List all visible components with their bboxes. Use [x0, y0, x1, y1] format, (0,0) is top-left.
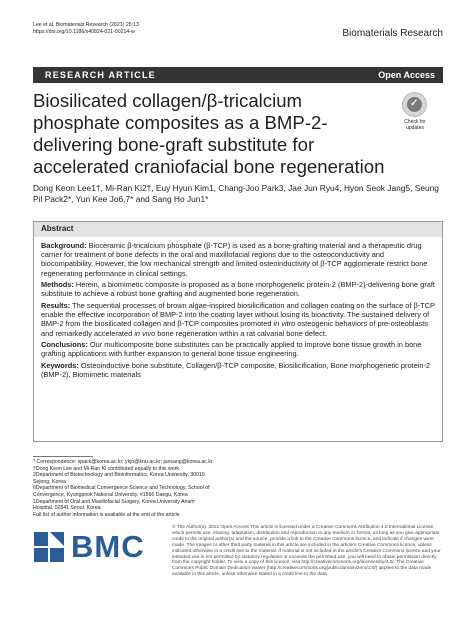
citation: Lee et al. Biomaterials Research (2021) 25:13 — [33, 22, 139, 28]
abstract-conclusions: Conclusions: Our multicomposite bone substitutes can be practically applied to improve bone tissue growth in bone grafting applications with further expansion to general bone tissue engineering. — [41, 340, 422, 359]
bmc-logo-icon — [33, 530, 67, 564]
footnote-divider — [33, 456, 93, 457]
abstract-heading: Abstract — [41, 224, 74, 233]
article-type: RESEARCH ARTICLE — [45, 70, 156, 80]
footnote-equal-contribution: †Dong Keon Lee and Mi-Ran Ki contributed equally to this work. — [33, 465, 181, 472]
article-title: Biosilicated collagen/β-tricalcium phosphate composites as a BMP-2-delivering bone-graft substitute for accelerated craniofacial bone regeneration — [33, 90, 385, 177]
abstract-body — [41, 241, 437, 382]
author-list: Dong Keon Lee1†, Mi-Ran Ki2†, Euy Hyun Kim1, Chang-Joo Park3, Jae Jun Ryu4, Hyon Seok Jang5, Seung Pil Pack2*, Yun Kee Jo6,7* and Sang Ho Jun1* — [33, 183, 439, 204]
footnote-affiliation: 1Department of Oral and Maxillofacial Surgery, Korea University Anam Hospital, 02841 Seoul, Korea — [33, 498, 195, 512]
journal-name: Biomaterials Research — [342, 28, 443, 39]
article-banner — [33, 67, 443, 83]
bmc-logo — [33, 526, 153, 566]
footnote-more-info: Full list of author information is available at the end of the article — [33, 511, 180, 518]
open-access-label: Open Access — [378, 70, 435, 80]
page-header — [33, 22, 443, 52]
abstract-results: Results: The sequential processes of brown algae-inspired biosilicification and collagen coating on the surface of β-TCP enable the effective incorporation of BMP-2 into the coating layer without losing its bioactivity. The sustained delivery of BMP-2 from the biosilicated collagen and β-TCP composites promoted in vitro osteogenic behaviors of pre-osteoblasts and remarkedly accelerated in vivo bone regeneration within a rat calvarial bone defect. — [41, 301, 435, 338]
doi-link[interactable]: https://doi.org/10.1186/s40824-021-00214-w — [33, 29, 135, 35]
check-updates-label: Check for updates — [404, 119, 426, 131]
footnote-affiliation: 6Department of Biomedical Convergence Science and Technology, School of Convergence, Kyungpook National University, #1566 Daegu, Korea — [33, 485, 210, 498]
abstract-methods: Methods: Herein, a biomimetic composite is proposed as a bone morphogenetic protein-2 (BMP-2)-delivering bone graft substitute to achieve a robust bone grafting and augmented bone regeneration. — [41, 280, 435, 299]
license-notice: © The Author(s). 2021 Open Access This article is licensed under a Creative Commons Attribution 4.0 International License, which permits use, sharing, adaptation, distribution and reproduction in any medium or format, as long as you give appropriate credit to the original author(s) and the source, provide a link to the Creative Commons licence, and indicate if changes were made. The images or other third party material in this article are included in the article's Creative Commons licence, unless indicated otherwise in a credit line to the material. If material is not included in the article's Creative Commons licence and your intended use is not permitted by statutory regulation or exceeds the permitted use, you will need to obtain permission directly from the copyright holder. To view a copy of this licence, visit http://creativecommons.org/licenses/by/4.0/. The Creative Commons Public Domain Dedication waiver (http://creativecommons.org/publicdomain/zero/1.0/) applies to the data made available in this article, unless otherwise stated in a credit line to the data. — [172, 525, 441, 578]
abstract-header — [34, 222, 442, 237]
bmc-logo-text: BMC — [71, 529, 145, 564]
abstract-background: Background: Bioceramic β-tricalcium phosphate (β-TCP) is used as a bone-grafting material and a therapeutic drug carrier for treatment of bone defects in the oral and maxillofacial regions due to the osteoconductivity and biocompatibility. However, the low mechanical strength and limited osteoinductivity of β-TCP agglomerate restrict bone regenerating performance in clinical settings. — [41, 241, 428, 278]
footnote-correspondence[interactable]: * Correspondence: spack@korea.ac.kr; ykjo@knu.ac.kr; junsang@korea.ac.kr — [33, 459, 213, 465]
check-for-updates-button[interactable] — [397, 92, 433, 136]
check-updates-icon: ✓ — [402, 92, 427, 117]
footnotes — [33, 456, 213, 518]
abstract-box — [33, 221, 443, 442]
footnote-affiliation: 2Department of Biotechnology and Bioinformatics, Korea University, 30019 Sejong, Korea — [33, 472, 205, 485]
abstract-keywords: Keywords: Osteoinductive bone substitute, Collagen/β-TCP composite, Biosilicification, Bone morphogenetic protein-2 (BMP-2), Biomimetic materials — [41, 361, 431, 380]
